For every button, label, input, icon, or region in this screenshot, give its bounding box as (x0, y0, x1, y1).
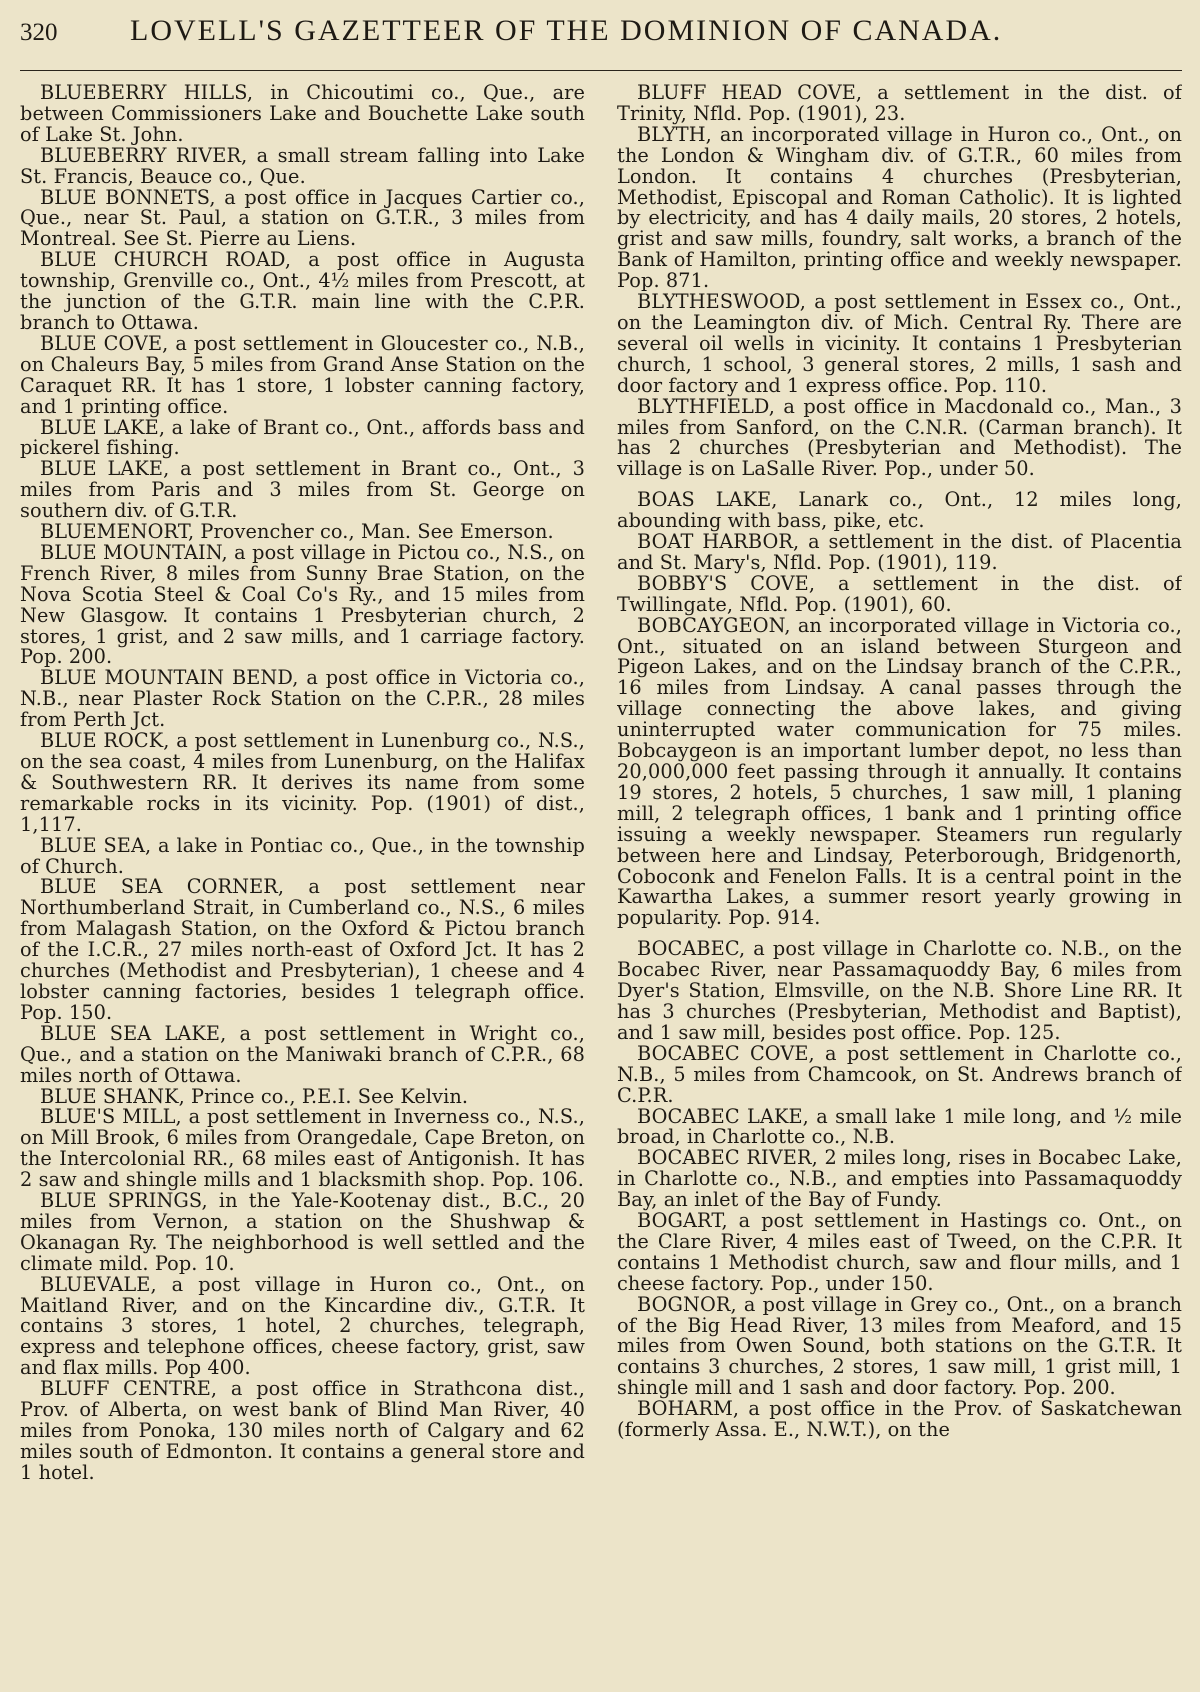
gazetteer-entry: BLUFF HEAD COVE, a settlement in the dist. of Trinity, Nfld. Pop. (1901), 23. (617, 83, 1182, 125)
text-columns (20, 83, 1182, 1683)
gazetteer-entry: BOBCAYGEON, an incorporated village in Victoria co., Ont., situated on an island between Sturgeon and Pigeon Lakes, and on the Lindsay branch of the C.P.R., 16 miles from Lindsay. A canal passes through the village connecting the above lakes, and giving uninterrupted water communication for 75 miles. Bobcaygeon is an important lumber depot, no less than 20,000,000 feet passing through it annually. It contains 19 stores, 2 hotels, 5 churches, 1 saw mill, 1 planing mill, 2 telegraph offices, 1 bank and 1 printing office issuing a weekly newspaper. Steamers run regularly between here and Lindsay, Peterborough, Bridgenorth, Coboconk and Fenelon Falls. It is a central point in the Kawartha Lakes, a summer resort yearly growing in popularity. Pop. 914. (617, 613, 1182, 930)
gazetteer-entry: BLUE SPRINGS, in the Yale-Kootenay dist., B.C., 20 miles from Vernon, a station on the Shushwap & Okanagan Ry. The neighborhood is well settled and the climate mild. Pop. 10. (20, 1189, 585, 1275)
gazetteer-entry: BLYTHESWOOD, a post settlement in Essex co., Ont., on the Leamington div. of Mich. Central Ry. There are several oil wells in vicinity. It contains 1 Presbyterian church, 1 school, 3 general stores, 2 mills, 1 sash and door factory and 1 express office. Pop. 110. (617, 290, 1182, 397)
gazetteer-entry: BOGART, a post settlement in Hastings co. Ont., on the Clare River, 4 miles east of Tweed, on the C.P.R. It contains 1 Methodist church, saw and flour mills, and 1 cheese factory. Pop., under 150. (617, 1209, 1182, 1295)
gazetteer-entry: BLUE SEA LAKE, a post settlement in Wright co., Que., and a station on the Maniwaki branch of C.P.R., 68 miles north of Ottawa. (20, 1021, 585, 1087)
gazetteer-entry: BLUE COVE, a post settlement in Gloucester co., N.B., on Chaleurs Bay, 5 miles from Grand Anse Station on the Caraquet RR. It has 1 store, 1 lobster canning factory, and 1 printing office. (20, 331, 585, 418)
gazetteer-entry: BLUEBERRY RIVER, a small stream falling into Lake St. Francis, Beauce co., Que. (20, 143, 585, 188)
gazetteer-entry: BLUE ROCK, a post settlement in Lunenburg co., N.S., on the sea coast, 4 miles from Lunenburg, on the Halifax & Southwestern RR. It derives its name from some remarkable rocks in its vicinity. Pop. (1901) of dist., 1,117. (20, 729, 585, 836)
gazetteer-entry: BLUE MOUNTAIN BEND, a post office in Victoria co., N.B., near Plaster Rock Station on the C.P.R., 28 miles from Perth Jct. (20, 666, 585, 732)
gazetteer-entry: BLUE MOUNTAIN, a post village in Pictou co., N.S., on French River, 8 miles from Sunny Brae Station, on the Nova Scotia Steel & Coal Co's Ry., and 15 miles from New Glasgow. It contains 1 Presbyterian church, 2 stores, 1 grist, and 2 saw mills, and 1 carriage factory. Pop. 200. (20, 540, 585, 669)
gazetteer-entry: BLUE SEA CORNER, a post settlement near Northumberland Strait, in Cumberland co., N.S., 6 miles from Malagash Station, on the Oxford & Pictou branch of the I.C.R., 27 miles north-east of Oxford Jct. It has 2 churches (Methodist and Presbyterian), 1 cheese and 4 lobster canning factories, besides 1 telegraph office. Pop. 150. (20, 875, 585, 1024)
gazetteer-entry: BLYTHFIELD, a post office in Macdonald co., Man., 3 miles from Sanford, on the C.N.R. (Carman branch). It has 2 churches (Presbyterian and Methodist). The village is on LaSalle River. Pop., under 50. (617, 394, 1182, 481)
left-column (20, 83, 585, 1683)
gazetteer-entry: BOHARM, a post office in the Prov. of Saskatchewan (formerly Assa. E., N.W.T.), on the (617, 1397, 1182, 1442)
gazetteer-entry: BLUE BONNETS, a post office in Jacques Cartier co., Que., near St. Paul, a station on G.T.R., 3 miles from Montreal. See St. Pierre au Liens. (20, 185, 585, 251)
gazetteer-entry: BOAT HARBOR, a settlement in the dist. of Placentia and St. Mary's, Nfld. Pop. (1901), 119. (617, 530, 1182, 574)
gazetteer-entry: BOCABEC, a post village in Charlotte co. N.B., on the Bocabec River, near Passamaquoddy Bay, 6 miles from Dyer's Station, Elmsville, on the N.B. Shore Line RR. It has 3 churches (Presbyterian, Methodist and Baptist), and 1 saw mill, besides post office. Pop. 125. (617, 937, 1182, 1044)
gazetteer-entry: BLUEVALE, a post village in Huron co., Ont., on Maitland River, and on the Kincardine div., G.T.R. It contains 3 stores, 1 hotel, 2 churches, telegraph, express and telephone offices, cheese factory, grist, saw and flax mills. Pop 400. (20, 1272, 585, 1380)
gazetteer-entry: BOGNOR, a post village in Grey co., Ont., on a branch of the Big Head River, 13 miles from Meaford, and 15 miles from Owen Sound, both stations on the G.T.R. It contains 3 churches, 2 stores, 1 saw mill, 1 grist mill, 1 shingle mill and 1 sash and door factory. Pop. 200. (617, 1292, 1182, 1400)
gazetteer-entry: BOCABEC LAKE, a small lake 1 mile long, and ½ mile broad, in Charlotte co., N.B. (617, 1104, 1182, 1149)
gazetteer-entry: BOCABEC RIVER, 2 miles long, rises in Bocabec Lake, in Charlotte co., N.B., and empties into Passamaquoddy Bay, an inlet of the Bay of Fundy. (617, 1146, 1182, 1212)
gazetteer-entry: BLUE SEA, a lake in Pontiac co., Que., in the township of Church. (20, 833, 585, 878)
gazetteer-entry: BLUE SHANK, Prince co., P.E.I. See Kelvin. (40, 1084, 469, 1108)
page-number: 320 (20, 19, 58, 46)
gazetteer-entry: BOCABEC COVE, a post settlement in Charlotte co., N.B., 5 miles from Chamcook, on St. Andrews branch of C.P.R. (617, 1041, 1182, 1107)
gazetteer-entry: BLUE'S MILL, a post settlement in Inverness co., N.S., on Mill Brook, 6 miles from Orangedale, Cape Breton, on the Intercolonial RR., 68 miles east of Antigonish. It has 2 saw and shingle mills and 1 blacksmith shop. Pop. 106. (20, 1105, 585, 1192)
page-header (20, 14, 1182, 71)
gazetteer-entry: BLUFF CENTRE, a post office in Strathcona dist., Prov. of Alberta, on west bank of Blind Man River, 40 miles from Ponoka, 130 miles north of Calgary and 62 miles south of Edmonton. It contains a general store and 1 hotel. (20, 1377, 585, 1484)
gazetteer-entry: BLUEBERRY HILLS, in Chicoutimi co., Que., are between Commissioners Lake and Bouchette Lake south of Lake St. John. (20, 83, 585, 146)
gazetteer-entry: BLUE LAKE, a lake of Brant co., Ont., affords bass and pickerel fishing. (20, 415, 585, 460)
gazetteer-entry: BOBBY'S COVE, a settlement in the dist. of Twillingate, Nfld. Pop. (1901), 60. (617, 571, 1182, 616)
gazetteer-entry: BLUE CHURCH ROAD, a post office in Augusta township, Grenville co., Ont., 4½ miles from Prescott, at the junction of the G.T.R. main line with the C.P.R. branch to Ottawa. (20, 248, 585, 334)
gazetteer-entry: BLYTH, an incorporated village in Huron co., Ont., on the London & Wingham div. of G.T.R., 60 miles from London. It contains 4 churches (Presbyterian, Methodist, Episcopal and Roman Catholic). It is lighted by electricity, and has 4 daily mails, 20 stores, 2 hotels, grist and saw mills, foundry, salt works, a branch of the Bank of Hamilton, printing office and weekly newspaper. Pop. 871. (617, 122, 1182, 293)
gazetteer-entry: BOAS LAKE, Lanark co., Ont., 12 miles long, abounding with bass, pike, etc. (617, 488, 1182, 533)
running-title: LOVELL'S GAZETTEER OF THE DOMINION OF CANADA. (130, 14, 1003, 47)
gazetteer-entry: BLUEMENORT, Provencher co., Man. See Emerson. (40, 520, 554, 544)
right-column (617, 83, 1182, 1683)
gazetteer-entry: BLUE LAKE, a post settlement in Brant co., Ont., 3 miles from Paris and 3 miles from St. George on southern div. of G.T.R. (20, 457, 585, 523)
